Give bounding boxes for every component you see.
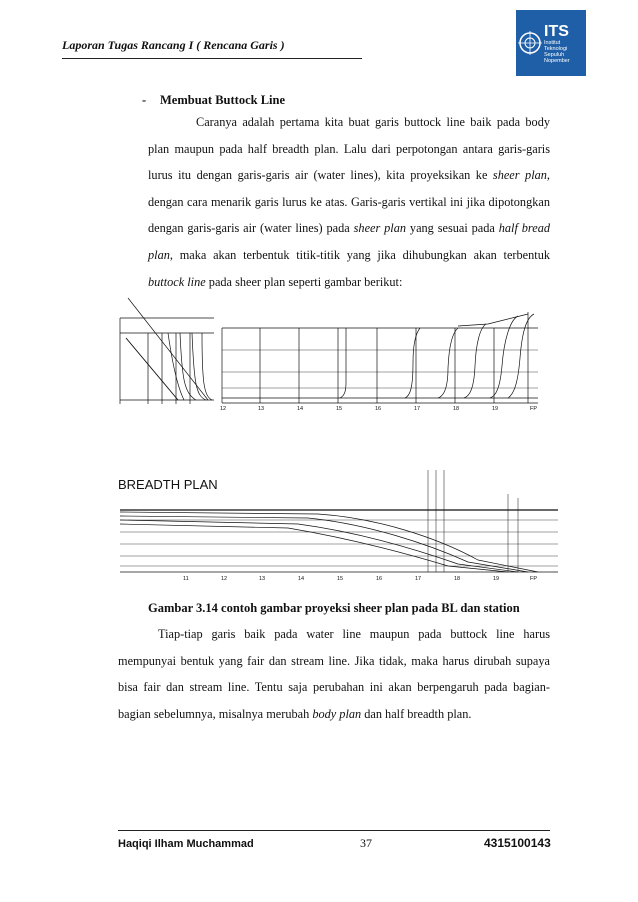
breadth-station-14: 14 xyxy=(298,576,305,582)
header-rule xyxy=(62,58,362,59)
sheer-plan xyxy=(222,312,538,403)
sheer-station-12: 12 xyxy=(220,406,227,412)
logo-sub-3: Sepuluh Nopember xyxy=(544,52,570,64)
sheer-station-labels xyxy=(220,406,537,412)
p2-e1: body plan xyxy=(312,706,362,721)
p1-e2: sheer plan xyxy=(353,221,407,236)
footer-author: Haqiqi Ilham Muchammad xyxy=(118,838,254,850)
breadth-station-labels xyxy=(183,576,537,582)
p2-s1: Tiap-tiap garis baik pada water line maupun pada buttock line harus mempunyai bentuk yang fair dan stream line. Jika tidak, maka harus dirubah supaya bisa fair dan stream line. Tentu saja perubahan ini akan berpengaruh pada bagian-bagian sebelumnya, misalnya merubah xyxy=(118,627,550,721)
paragraph-1 xyxy=(148,109,550,295)
breadth-station-fp: FP xyxy=(530,576,538,582)
sheer-station-fp: FP xyxy=(530,406,538,412)
student-id: 4315100143 xyxy=(484,836,551,850)
p1-s5: pada sheer plan seperti gambar berikut: xyxy=(205,274,403,289)
breadth-station-15: 15 xyxy=(337,576,344,582)
breadth-station-11: 11 xyxy=(183,576,189,582)
body-plan xyxy=(120,298,214,404)
sheer-station-18: 18 xyxy=(453,406,460,412)
sheer-station-13: 13 xyxy=(258,406,265,412)
breadth-station-16: 16 xyxy=(376,576,383,582)
half-breadth-label: BREADTH PLAN xyxy=(118,477,218,492)
sheer-station-17: 17 xyxy=(414,406,421,412)
logo-sub-2: Teknologi xyxy=(544,46,568,52)
lines-plan-drawing xyxy=(118,288,560,586)
p1-s2: , dengan cara menarik garis lurus ke atas. Garis-garis vertikal ini jika dipotongkan dengan garis-garis air (water lines) pada xyxy=(148,168,550,236)
heading-dash: - xyxy=(142,93,147,107)
p1-e1: sheer plan xyxy=(492,168,547,183)
sheer-station-16: 16 xyxy=(375,406,382,412)
footer-rule xyxy=(118,830,550,831)
logo-its: ITS xyxy=(544,23,569,40)
logo-sub-1: Institut xyxy=(544,40,561,46)
breadth-station-18: 18 xyxy=(454,576,461,582)
heading-text: Membuat Buttock Line xyxy=(160,93,285,107)
p1-s1: Caranya adalah pertama kita buat garis buttock line baik pada body plan maupun pada half breadth plan. Lalu dari perpotongan antara garis-garis lurus itu dengan garis-garis air (water lines), kita proyeksikan ke xyxy=(148,115,550,183)
page-number: 37 xyxy=(360,836,372,850)
p1-s3: yang sesuai pada xyxy=(406,221,499,236)
breadth-station-13: 13 xyxy=(259,576,266,582)
paragraph-2 xyxy=(118,621,550,727)
breadth-station-12: 12 xyxy=(221,576,228,582)
report-title: Laporan Tugas Rancang I ( Rencana Garis ) xyxy=(62,38,285,52)
sheer-station-15: 15 xyxy=(336,406,343,412)
lines-plan-figure xyxy=(118,288,560,586)
logo-text-block xyxy=(544,24,586,64)
breadth-station-17: 17 xyxy=(415,576,422,582)
p1-e4: buttock line xyxy=(148,274,206,289)
section-heading xyxy=(142,93,285,108)
figure-caption: Gambar 3.14 contoh gambar proyeksi sheer plan pada BL dan station xyxy=(148,601,520,615)
breadth-station-19: 19 xyxy=(493,576,500,582)
its-logo xyxy=(516,10,586,76)
p2-s2: dan half breadth plan. xyxy=(361,706,472,721)
p1-e3: half bread plan xyxy=(148,221,550,262)
sheer-station-19: 19 xyxy=(492,406,499,412)
sheer-station-14: 14 xyxy=(297,406,304,412)
p1-s4: , maka akan terbentuk titik-titik yang jika dihubungkan akan terbentuk xyxy=(169,247,550,262)
